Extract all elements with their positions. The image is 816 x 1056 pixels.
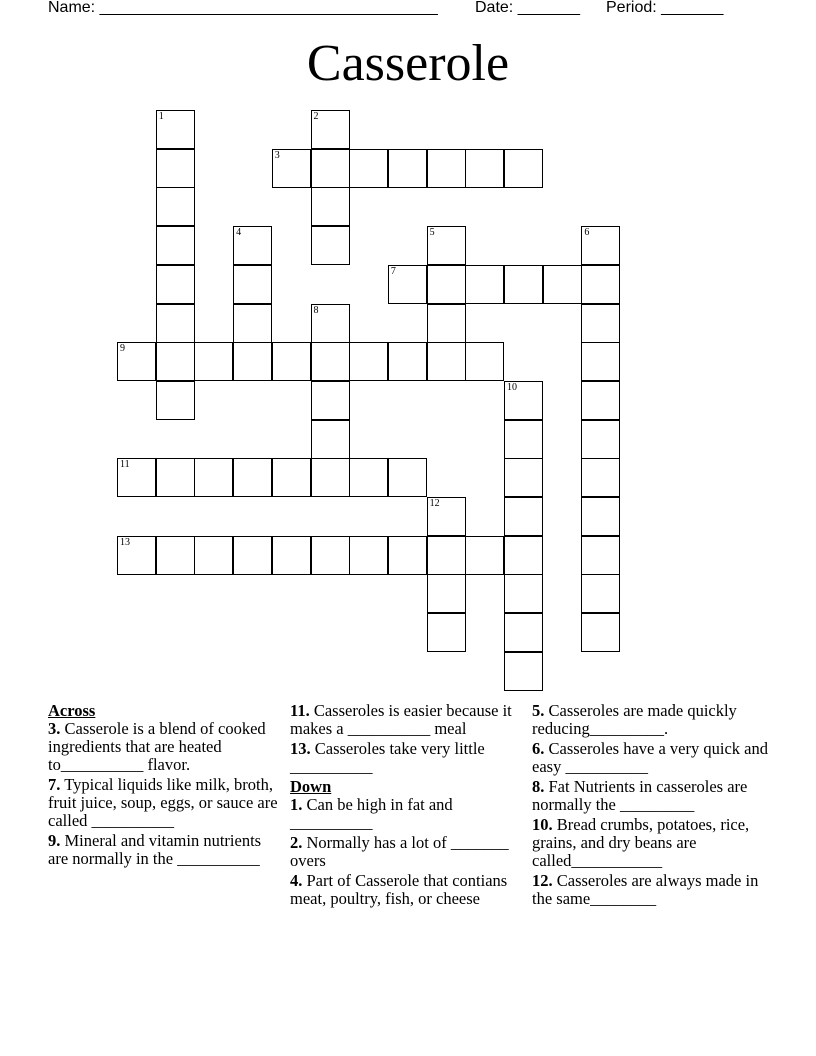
grid-cell[interactable] [581, 304, 620, 343]
clue-number: 2 [313, 111, 319, 122]
grid-cell[interactable] [427, 265, 466, 304]
clue-number: 9 [120, 343, 125, 355]
grid-cell[interactable] [388, 149, 427, 188]
grid-cell[interactable] [465, 149, 504, 188]
grid-cell[interactable] [233, 226, 272, 265]
grid-cell[interactable] [349, 536, 388, 575]
grid-cell[interactable] [156, 342, 195, 381]
grid-cell[interactable] [117, 536, 156, 575]
grid-cell[interactable] [388, 458, 427, 497]
grid-cell[interactable] [504, 420, 543, 459]
grid-cell[interactable] [311, 187, 350, 226]
clue-number: 7 [390, 265, 396, 277]
grid-cell[interactable] [156, 149, 195, 188]
clue-number: 12 [429, 498, 440, 509]
clue-number: 1 [158, 111, 164, 122]
clue-down-4: 4. Part of Casserole that contians meat, poultry, fish, or cheese [290, 871, 508, 908]
grid-cell[interactable] [156, 265, 195, 304]
clue-across-7: 7. Typical liquids like milk, broth, fruit juice, soup, eggs, or sauce are called __________ [48, 775, 278, 830]
clues-column-2 [290, 702, 522, 910]
grid-cell[interactable] [311, 110, 350, 149]
clue-down-8: 8. Fat Nutrients in casseroles are normally the _________ [532, 777, 748, 814]
clue-across-13: 13. Casseroles take very little __________ [290, 739, 485, 776]
grid-cell[interactable] [388, 536, 427, 575]
grid-cell[interactable] [311, 381, 350, 420]
grid-cell[interactable] [117, 342, 156, 381]
grid-cell[interactable] [233, 458, 272, 497]
grid-cell[interactable] [504, 652, 543, 691]
grid-cell[interactable] [311, 536, 350, 575]
grid-cell[interactable] [311, 149, 350, 188]
grid-cell[interactable] [427, 536, 466, 575]
grid-cell[interactable] [504, 458, 543, 497]
grid-cell[interactable] [349, 342, 388, 381]
grid-cell[interactable] [194, 342, 233, 381]
grid-cell[interactable] [581, 574, 620, 613]
grid-cell[interactable] [504, 381, 543, 420]
clue-down-1: 1. Can be high in fat and __________ [290, 795, 453, 832]
grid-cell[interactable] [581, 265, 620, 304]
clue-across-3: 3. Casserole is a blend of cooked ingredients that are heated to__________ flavor. [48, 719, 266, 774]
grid-cell[interactable] [581, 613, 620, 652]
grid-cell[interactable] [311, 420, 350, 459]
grid-cell[interactable] [233, 265, 272, 304]
grid-cell[interactable] [156, 110, 195, 149]
grid-cell[interactable] [117, 458, 156, 497]
date-field[interactable]: Date: _______ [475, 0, 580, 16]
grid-cell[interactable] [504, 497, 543, 536]
grid-cell[interactable] [388, 265, 427, 304]
across-heading: Across [48, 701, 96, 720]
grid-cell[interactable] [272, 458, 311, 497]
grid-cell[interactable] [427, 304, 466, 343]
down-heading: Down [290, 777, 332, 796]
grid-cell[interactable] [233, 536, 272, 575]
page-title: Casserole [306, 35, 510, 92]
grid-cell[interactable] [311, 342, 350, 381]
grid-cell[interactable] [427, 149, 466, 188]
name-field[interactable]: Name: ______________________________________ [48, 0, 438, 16]
grid-cell[interactable] [349, 458, 388, 497]
grid-cell[interactable] [581, 458, 620, 497]
clue-down-6: 6. Casseroles have a very quick and easy __________ [532, 739, 768, 776]
grid-cell[interactable] [311, 304, 350, 343]
grid-cell[interactable] [272, 342, 311, 381]
grid-cell[interactable] [543, 265, 582, 304]
grid-cell[interactable] [349, 149, 388, 188]
clue-number: 3 [274, 149, 280, 161]
period-field[interactable]: Period: _______ [606, 0, 724, 16]
grid-cell[interactable] [581, 497, 620, 536]
clue-number: 6 [584, 227, 590, 239]
grid-cell[interactable] [504, 574, 543, 613]
clue-number: 4 [236, 227, 242, 239]
grid-cell[interactable] [156, 458, 195, 497]
grid-cell[interactable] [581, 381, 620, 420]
grid-cell[interactable] [272, 149, 311, 188]
grid-cell[interactable] [581, 226, 620, 265]
grid-cell[interactable] [156, 187, 195, 226]
grid-cell[interactable] [156, 381, 195, 420]
grid-cell[interactable] [504, 536, 543, 575]
grid-cell[interactable] [465, 265, 504, 304]
clue-number: 11 [120, 459, 130, 471]
clue-down-2: 2. Normally has a lot of _______ overs [290, 833, 509, 870]
grid-cell[interactable] [233, 342, 272, 381]
clue-down-12: 12. Casseroles are always made in the same________ [532, 871, 759, 908]
grid-cell[interactable] [581, 342, 620, 381]
grid-cell[interactable] [427, 574, 466, 613]
grid-cell[interactable] [465, 536, 504, 575]
grid-cell[interactable] [156, 304, 195, 343]
grid-cell[interactable] [156, 226, 195, 265]
grid-cell[interactable] [581, 420, 620, 459]
clue-across-11: 11. Casseroles is easier because it makes a __________ meal [290, 701, 512, 738]
grid-cell[interactable] [272, 536, 311, 575]
clue-down-5: 5. Casseroles are made quickly reducing_________. [532, 701, 737, 738]
grid-cell[interactable] [194, 458, 233, 497]
grid-cell[interactable] [504, 265, 543, 304]
clue-across-9: 9. Mineral and vitamin nutrients are normally in the __________ [48, 831, 262, 868]
grid-cell[interactable] [311, 458, 350, 497]
grid-cell[interactable] [156, 536, 195, 575]
clue-number: 8 [313, 304, 319, 316]
grid-cell[interactable] [427, 497, 466, 536]
clue-number: 5 [429, 227, 435, 239]
grid-cell[interactable] [504, 149, 543, 188]
grid-cell[interactable] [504, 613, 543, 652]
grid-cell[interactable] [465, 342, 504, 381]
grid-cell[interactable] [388, 342, 427, 381]
grid-cell[interactable] [233, 304, 272, 343]
clue-number: 13 [120, 536, 130, 548]
grid-cell[interactable] [581, 536, 620, 575]
grid-cell[interactable] [311, 226, 350, 265]
clues-column-1 [48, 702, 284, 870]
clues-column-3 [532, 702, 772, 910]
grid-cell[interactable] [427, 226, 466, 265]
clue-number: 10 [507, 381, 517, 393]
grid-cell[interactable] [194, 536, 233, 575]
grid-cell[interactable] [427, 342, 466, 381]
grid-cell[interactable] [427, 613, 466, 652]
clue-down-10: 10. Bread crumbs, potatoes, rice, grains, and dry beans are called___________ [532, 815, 750, 870]
